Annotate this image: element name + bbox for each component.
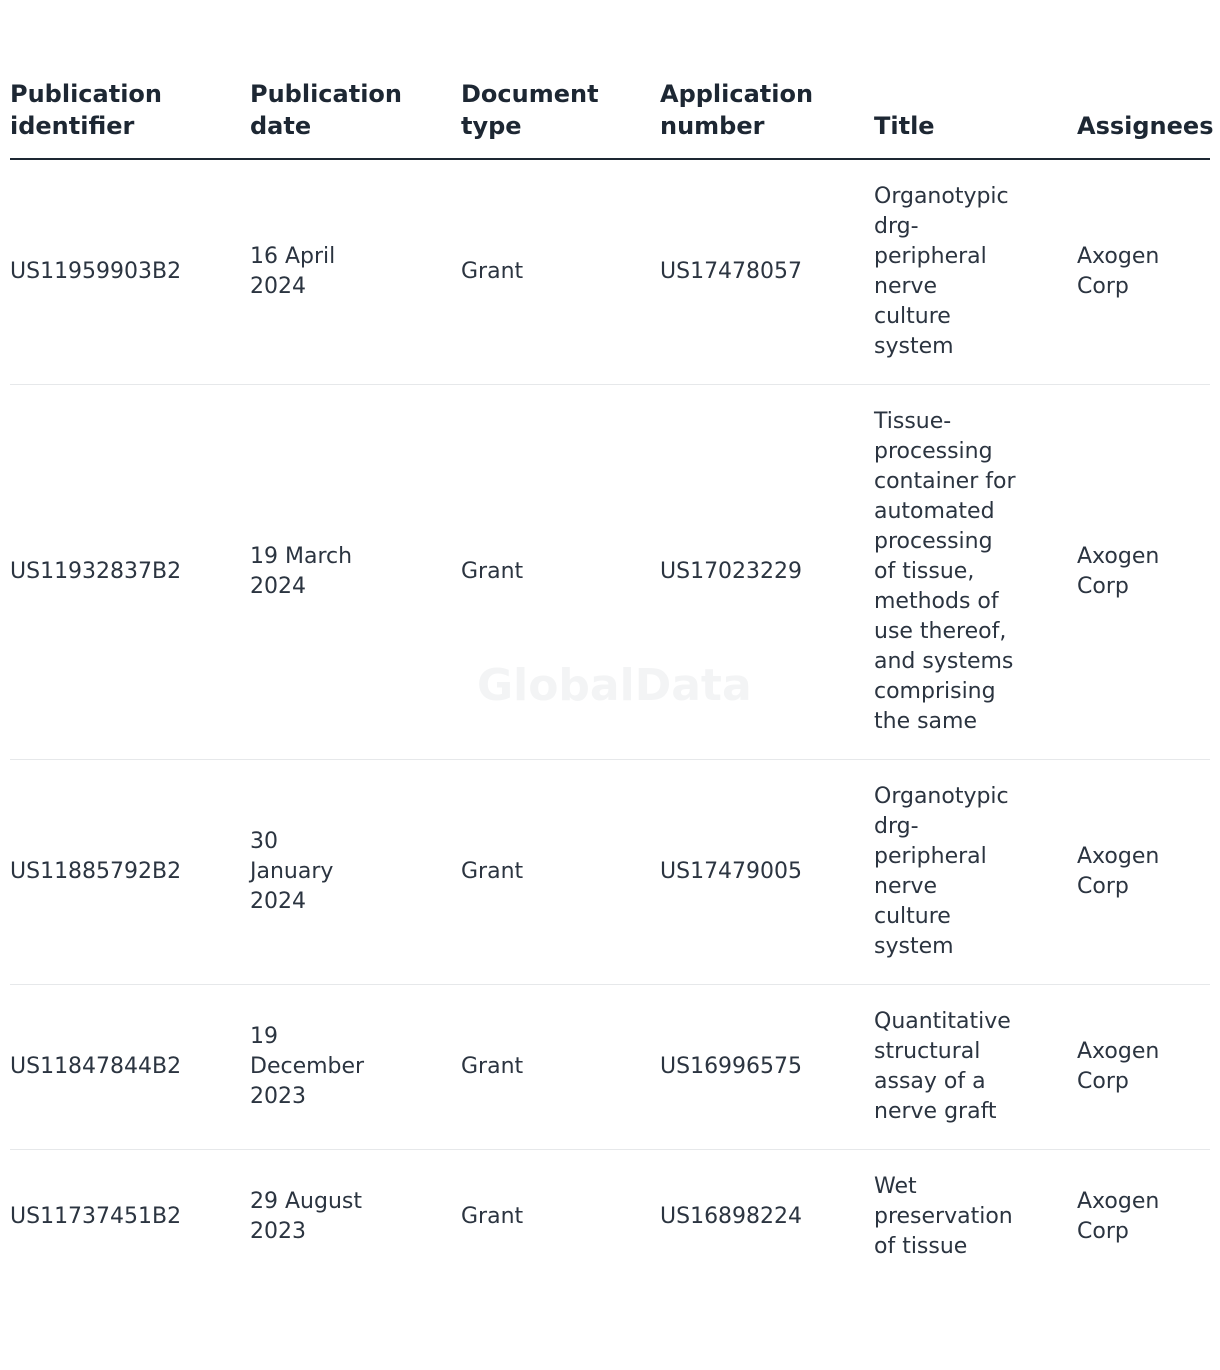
- publication-date-cell: [250, 985, 461, 1150]
- document-type-cell: Grant: [461, 1204, 524, 1229]
- title-cell: [874, 760, 1077, 985]
- assignees-cell: [1077, 985, 1210, 1150]
- patents-table: [10, 78, 1214, 1284]
- application-number-cell: US17023229: [660, 385, 874, 760]
- column-header-application-number: Application number: [660, 78, 874, 159]
- table-row: [10, 985, 1210, 1150]
- title-cell: [874, 159, 1077, 385]
- column-header-publication-date: Publication date: [250, 78, 461, 159]
- title-cell: [874, 385, 1077, 760]
- assignees-text: Axogen Corp: [1077, 244, 1160, 299]
- title-text: Wet preservation of tissue: [874, 1174, 1013, 1259]
- publication-identifier-cell: US11847844B2: [10, 985, 250, 1150]
- assignees-text: Axogen Corp: [1077, 1189, 1160, 1244]
- title-cell: [874, 985, 1077, 1150]
- publication-identifier-cell: US11932837B2: [10, 385, 250, 760]
- assignees-text: Axogen Corp: [1077, 1039, 1160, 1094]
- publication-date-cell: [250, 1150, 461, 1285]
- title-text: Organotypic drg-peripheral nerve culture system: [874, 184, 1009, 359]
- header-row: [10, 78, 1210, 159]
- application-number-cell: US17479005: [660, 760, 874, 985]
- column-header-assignees: Assignees: [1077, 78, 1210, 159]
- application-number-cell: US16996575: [660, 985, 874, 1150]
- title-text: Tissue-processing container for automated processing of tissue, methods of use thereof, and systems comprising the same: [874, 409, 1016, 734]
- table-body: [10, 159, 1210, 1284]
- table-row: [10, 385, 1210, 760]
- assignees-cell: [1077, 1150, 1210, 1285]
- publication-identifier-cell: US11885792B2: [10, 760, 250, 985]
- publication-date-cell: [250, 385, 461, 760]
- document-type-cell: Grant: [461, 985, 660, 1150]
- document-type-cell: Grant: [461, 385, 660, 760]
- assignees-text: Axogen Corp: [1077, 844, 1160, 899]
- column-header-document-type: Document type: [461, 78, 660, 159]
- column-header-title: Title: [874, 78, 1077, 159]
- assignees-text: Axogen Corp: [1077, 544, 1160, 599]
- publication-date-cell: [250, 760, 461, 985]
- assignees-cell: [1077, 385, 1210, 760]
- publication-date-text: 29 August 2023: [250, 1189, 362, 1244]
- publication-identifier-cell: US11959903B2: [10, 159, 250, 385]
- document-type-cell: Grant: [461, 159, 660, 385]
- assignees-cell: [1077, 760, 1210, 985]
- application-number-cell: US16898224: [660, 1204, 803, 1229]
- publication-date-cell: [250, 159, 461, 385]
- table-row: [10, 1150, 1210, 1285]
- table-row: [10, 159, 1210, 385]
- assignees-cell: [1077, 159, 1210, 385]
- patents-table-container: [10, 78, 1214, 1284]
- title-text: Quantitative structural assay of a nerve graft: [874, 1009, 1011, 1124]
- publication-date-text: 30 January 2024: [250, 829, 334, 914]
- publication-date-text: 19 March 2024: [250, 544, 353, 599]
- watermark: GlobalData: [477, 660, 752, 711]
- table-row: [10, 760, 1210, 985]
- title-cell: [874, 1150, 1077, 1285]
- application-number-cell: US17478057: [660, 159, 874, 385]
- table-header: [10, 78, 1214, 159]
- publication-date-text: 19 December 2023: [250, 1024, 365, 1109]
- column-header-publication-identifier: Publication identifier: [10, 78, 250, 159]
- document-type-cell: Grant: [461, 760, 660, 985]
- publication-date-text: 16 April 2024: [250, 244, 336, 299]
- title-text: Organotypic drg-peripheral nerve culture system: [874, 784, 1009, 959]
- publication-identifier-cell: US11737451B2: [10, 1204, 182, 1229]
